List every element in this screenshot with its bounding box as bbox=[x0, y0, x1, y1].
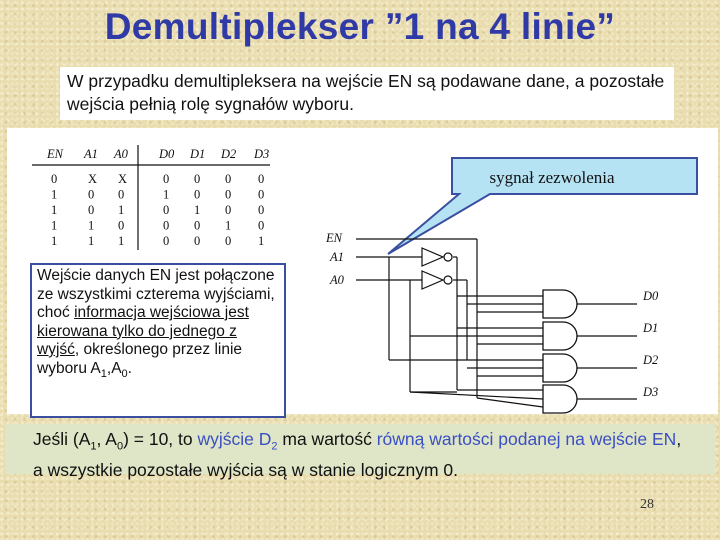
conclusion-highlight-output: wyjście D bbox=[197, 429, 272, 449]
conclusion-sub-2: 0 bbox=[116, 440, 124, 453]
conclusion-part-3: ) = 10, to bbox=[123, 429, 198, 449]
conclusion-part-4: ma wartość bbox=[277, 429, 377, 449]
and-gate-d0 bbox=[543, 290, 577, 318]
callout-label: sygnał zezwolenia bbox=[489, 168, 615, 187]
table-cell: 0 bbox=[258, 172, 265, 186]
table-cell: 0 bbox=[51, 172, 58, 186]
note-text-end: . bbox=[127, 359, 132, 377]
explanation-note bbox=[30, 263, 286, 418]
output-label-d1: D1 bbox=[643, 321, 659, 335]
conclusion-part-1: Jeśli (A bbox=[33, 429, 91, 449]
intro-text: W przypadku demultipleksera na wejście EN są podawane dane, a pozostałe wejścia pełnią rolę sygnałów wyboru. bbox=[60, 67, 674, 120]
table-cell: 0 bbox=[163, 234, 170, 248]
output-label-d3: D3 bbox=[643, 385, 659, 399]
table-header-d2: D2 bbox=[221, 147, 237, 161]
table-cell: 1 bbox=[258, 234, 265, 248]
note-text-2: , określonego przez linie wyboru A bbox=[37, 341, 243, 377]
table-cell: 1 bbox=[118, 203, 125, 217]
note-sub-1: 1 bbox=[100, 367, 107, 380]
table-cell: 0 bbox=[118, 218, 125, 233]
table-cell: 0 bbox=[194, 234, 201, 248]
and-gate-d2 bbox=[543, 354, 577, 382]
slide-title: Demultiplekser ”1 na 4 linie” bbox=[104, 6, 616, 47]
table-cell: 0 bbox=[194, 187, 201, 202]
table-cell: 0 bbox=[163, 218, 170, 233]
input-label-a1: A1 bbox=[330, 250, 344, 264]
conclusion-text bbox=[5, 424, 715, 480]
table-cell: 0 bbox=[88, 203, 95, 217]
table-cell: 1 bbox=[51, 234, 58, 248]
truth-table-rows bbox=[51, 172, 264, 248]
table-cell: 0 bbox=[194, 172, 201, 186]
table-header-d1: D1 bbox=[190, 147, 206, 161]
table-header-a0: A0 bbox=[114, 147, 128, 161]
truth-table-headers bbox=[46, 147, 269, 161]
note-underlined-text: informacja wejściowa jest kierowana tylko do jednego z wyjść bbox=[37, 304, 249, 358]
and-gate-d1 bbox=[543, 322, 577, 350]
not-gate-a1 bbox=[422, 248, 452, 266]
note-text-1: Wejście danych EN jest połączone ze wszystkimi czterema wyjściami, choć bbox=[37, 267, 275, 321]
output-wires bbox=[577, 304, 637, 399]
table-header-d3: D3 bbox=[254, 147, 270, 161]
conclusion-part-5: , a wszystkie pozostałe wyjścia są w stanie logicznym 0. bbox=[33, 429, 682, 480]
table-cell: 0 bbox=[258, 218, 265, 233]
input-label-en: EN bbox=[326, 231, 342, 245]
conclusion-highlight-sub: 2 bbox=[271, 440, 278, 453]
note-sub-0: 0 bbox=[121, 367, 128, 380]
table-cell: 1 bbox=[194, 203, 201, 217]
table-header-d0: D0 bbox=[159, 147, 175, 161]
input-label-a0: A0 bbox=[330, 273, 344, 287]
table-cell: 0 bbox=[163, 203, 170, 217]
table-cell: 0 bbox=[225, 234, 232, 248]
table-cell: 0 bbox=[225, 172, 232, 186]
table-cell: 1 bbox=[51, 218, 58, 233]
input-wires bbox=[356, 239, 477, 398]
conclusion-highlight-en: równą wartości podanej na wejście EN bbox=[376, 429, 677, 449]
table-header-en: EN bbox=[47, 147, 63, 161]
conclusion-part-2: , A bbox=[96, 429, 117, 449]
table-cell: 0 bbox=[88, 187, 95, 202]
note-text-3: ,A bbox=[106, 359, 122, 377]
output-label-d2: D2 bbox=[643, 353, 659, 367]
table-cell: 1 bbox=[163, 187, 170, 202]
table-cell: X bbox=[118, 172, 128, 186]
table-header-a1: A1 bbox=[84, 147, 98, 161]
table-cell: 1 bbox=[51, 187, 58, 202]
gate-input-wires bbox=[389, 296, 543, 407]
table-cell: X bbox=[88, 172, 98, 186]
table-cell: 0 bbox=[194, 218, 201, 233]
table-cell: 0 bbox=[225, 203, 232, 217]
output-label-d0: D0 bbox=[643, 289, 659, 303]
conclusion-sub-1: 1 bbox=[90, 440, 97, 453]
page-number: 28 bbox=[640, 497, 654, 512]
table-cell: 1 bbox=[225, 218, 232, 233]
table-cell: 1 bbox=[51, 203, 58, 217]
table-cell: 0 bbox=[258, 203, 265, 217]
table-cell: 1 bbox=[88, 218, 95, 233]
table-cell: 1 bbox=[88, 234, 95, 248]
table-cell: 1 bbox=[118, 234, 125, 248]
table-cell: 0 bbox=[163, 172, 170, 186]
not-gate-a0 bbox=[422, 271, 452, 289]
table-cell: 0 bbox=[118, 187, 125, 202]
table-cell: 0 bbox=[258, 187, 265, 202]
and-gate-d3 bbox=[543, 385, 577, 413]
table-cell: 0 bbox=[225, 187, 232, 202]
